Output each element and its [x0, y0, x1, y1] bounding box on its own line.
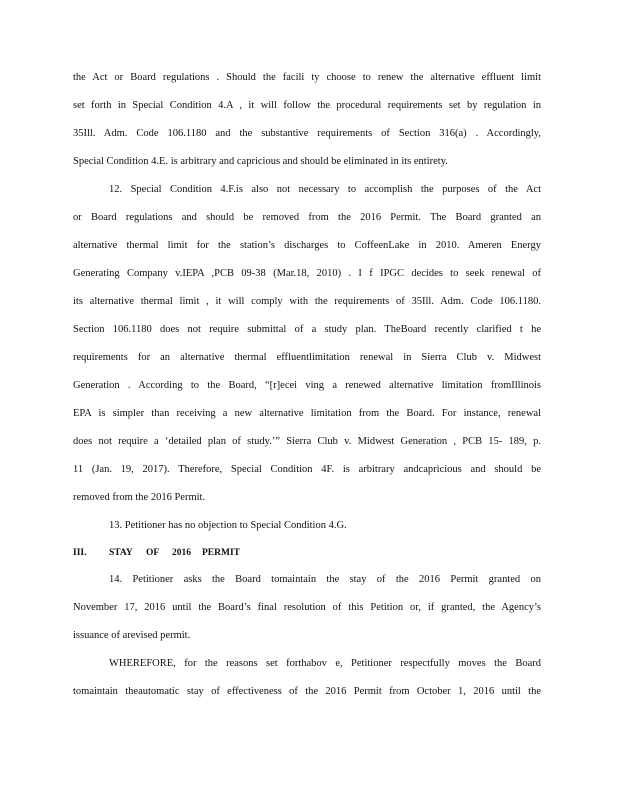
body-text-line: Special Condition 4.E. is arbitrary and capricious and should be eliminated in its entirety. [73, 156, 448, 167]
body-text-line: Generating Company v.IEPA ,PCB 09-38 (Mar.18, 2010) . I f IPGC decides to seek renewal of [73, 268, 541, 279]
heading-word: PERMIT [202, 548, 240, 558]
body-text-line: set forth in Special Condition 4.A , it will follow the procedural requirements set by regulation in [73, 100, 541, 111]
body-text-line: does not require a ‘detailed plan of study.’” Sierra Club v. Midwest Generation , PCB 15- 189, p. [73, 436, 541, 447]
body-text-line: EPA is simpler than receiving a new alternative limitation from the Board. For instance, renewal [73, 408, 541, 419]
paragraph-14-first-line: 14. Petitioner asks the Board tomaintain the stay of the 2016 Permit granted on [109, 574, 541, 585]
body-text-line: or Board regulations and should be removed from the 2016 Permit. The Board granted an [73, 212, 541, 223]
section-number: III. [73, 548, 87, 558]
body-text-line: Section 106.1180 does not require submittal of a study plan. TheBoard recently clarified t he [73, 324, 541, 335]
heading-word: 2016 [172, 548, 191, 558]
body-text-line: 35Ill. Adm. Code 106.1180 and the substantive requirements of Section 316(a) . Accordingly, [73, 128, 541, 139]
heading-word: STAY [109, 548, 133, 558]
body-text-line: issuance of arevised permit. [73, 630, 191, 641]
section-heading [73, 546, 541, 560]
body-text-line: removed from the 2016 Permit. [73, 492, 206, 503]
body-text-line: Generation . According to the Board, “[r]ecei ving a renewed alternative limitation fromIllinois [73, 380, 541, 391]
body-text-line: its alternative thermal limit , it will comply with the requirements of 35Ill. Adm. Code 106.1180. [73, 296, 541, 307]
paragraph-13-line: 13. Petitioner has no objection to Special Condition 4.G. [109, 520, 347, 531]
body-text-line: requirements for an alternative thermal effluentlimitation renewal in Sierra Club v. Midwest [73, 352, 541, 363]
body-text-line: tomaintain theautomatic stay of effectiveness of the 2016 Permit from October 1, 2016 until the [73, 686, 541, 697]
wherefore-first-line: WHEREFORE, for the reasons set forthabov e, Petitioner respectfully moves the Board [109, 658, 541, 669]
body-text-line: alternative thermal limit for the station’s discharges to CoffeenLake in 2010. Ameren Energy [73, 240, 541, 251]
body-text-line: 11 (Jan. 19, 2017). Therefore, Special Condition 4F. is arbitrary andcapricious and should be [73, 464, 541, 475]
body-text-line: November 17, 2016 until the Board’s final resolution of this Petition or, if granted, the Agency’s [73, 602, 541, 613]
paragraph-12-first-line: 12. Special Condition 4.F.is also not necessary to accomplish the purposes of the Act [109, 184, 541, 195]
body-text-line: the Act or Board regulations . Should the facili ty choose to renew the alternative effluent limit [73, 72, 541, 83]
heading-word: OF [146, 548, 160, 558]
